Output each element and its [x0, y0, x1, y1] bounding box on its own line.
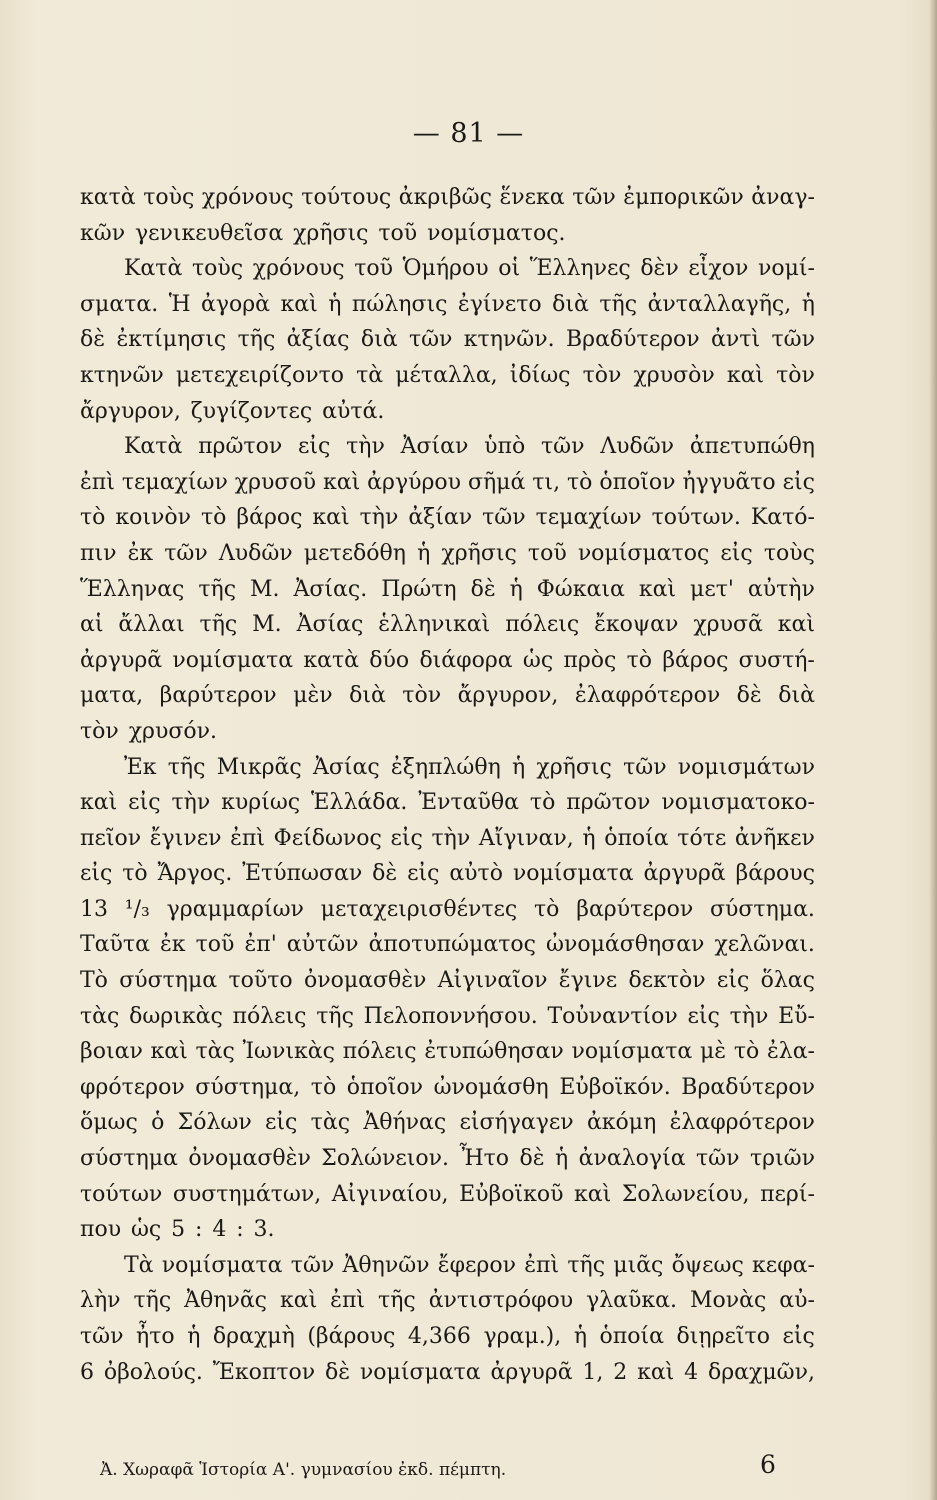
- text-line: 6 ὀβολούς. Ἔκοπτον δὲ νομίσματα ἀργυρᾶ 1, 2 καὶ 4 δραχμῶν,: [80, 1359, 815, 1385]
- text-line: φρότερον σύστημα, τὸ ὁποῖον ὠνομάσθη Εὐβοϊκόν. Βραδύτερον: [80, 1074, 815, 1100]
- text-line: Ταῦτα ἐκ τοῦ ἐπ' αὐτῶν ἀποτυπώματος ὠνομάσθησαν χελῶναι.: [80, 932, 815, 958]
- text-line: Ἕλληνας τῆς Μ. Ἀσίας. Πρώτη δὲ ἡ Φώκαια καὶ μετ' αὐτὴν: [80, 576, 815, 602]
- text-line: 13 ¹/₃ γραμμαρίων μεταχειρισθέντες τὸ βαρύτερον σύστημα.: [80, 896, 815, 922]
- text-line: λὴν τῆς Ἀθηνᾶς καὶ ἐπὶ τῆς ἀντιστρόφου γλαῦκα. Μονὰς αὐ-: [80, 1288, 815, 1314]
- text-line: ὅμως ὁ Σόλων εἰς τὰς Ἀθήνας εἰσήγαγεν ἀκόμη ἐλαφρότερον: [80, 1110, 815, 1136]
- page-number: — 81 —: [412, 118, 525, 149]
- text-line: που ὡς 5 : 4 : 3.: [80, 1217, 275, 1243]
- text-line: Τὰ νομίσματα τῶν Ἀθηνῶν ἔφερον ἐπὶ τῆς μιᾶς ὄψεως κεφα-: [124, 1252, 815, 1278]
- text-line: τούτων συστημάτων, Αἰγιναίου, Εὐβοϊκοῦ καὶ Σολωνείου, περί-: [80, 1181, 815, 1207]
- signature-mark: 6: [760, 1450, 776, 1479]
- text-line: βοιαν καὶ τὰς Ἰωνικὰς πόλεις ἐτυπώθησαν νομίσματα μὲ τὸ ἐλα-: [80, 1039, 815, 1065]
- text-line: πεῖον ἔγινεν ἐπὶ Φείδωνος εἰς τὴν Αἴγιναν, ἡ ὁποία τότε ἀνῆκεν: [80, 825, 815, 851]
- text-line: σματα. Ἡ ἀγορὰ καὶ ἡ πώλησις ἐγίνετο διὰ τῆς ἀνταλλαγῆς, ἡ: [80, 291, 815, 317]
- text-line: κτηνῶν μετεχειρίζοντο τὰ μέταλλα, ἰδίως τὸν χρυσὸν καὶ τὸν: [80, 362, 815, 388]
- text-line: δὲ ἐκτίμησις τῆς ἀξίας διὰ τῶν κτηνῶν. Βραδύτερον ἀντὶ τῶν: [80, 327, 815, 353]
- text-line: Κατὰ τοὺς χρόνους τοῦ Ὁμήρου οἱ Ἕλληνες δὲν εἶχον νομί-: [124, 256, 815, 282]
- text-line: Κατὰ πρῶτον εἰς τὴν Ἀσίαν ὑπὸ τῶν Λυδῶν ἀπετυπώθη: [124, 434, 815, 460]
- text-line: καὶ εἰς τὴν κυρίως Ἑλλάδα. Ἐνταῦθα τὸ πρῶτον νομισματοκο-: [80, 790, 815, 816]
- text-line: τῶν ἦτο ἡ δραχμὴ (βάρους 4,366 γραμ.), ἡ ὁποία διῃρεῖτο εἰς: [80, 1324, 815, 1349]
- text-line: σύστημα ὀνομασθὲν Σολώνειον. Ἦτο δὲ ἡ ἀναλογία τῶν τριῶν: [80, 1146, 815, 1172]
- text-line: κατὰ τοὺς χρόνους τούτους ἀκριβῶς ἕνεκα τῶν ἐμπορικῶν ἀναγ-: [80, 185, 815, 210]
- text-line: ἐπὶ τεμαχίων χρυσοῦ καὶ ἀργύρου σῆμά τι, τὸ ὁποῖον ἠγγυᾶτο εἰς: [80, 469, 815, 495]
- text-line: ματα, βαρύτερον μὲν διὰ τὸν ἄργυρον, ἐλαφρότερον δὲ διὰ: [80, 683, 815, 709]
- text-line: εἰς τὸ Ἄργος. Ἐτύπωσαν δὲ εἰς αὐτὸ νομίσματα ἀργυρᾶ βάρους: [80, 861, 815, 887]
- text-line: αἱ ἄλλαι τῆς Μ. Ἀσίας ἑλληνικαὶ πόλεις ἔκοψαν χρυσᾶ καὶ: [80, 612, 815, 638]
- text-line: τὸ κοινὸν τὸ βάρος καὶ τὴν ἀξίαν τῶν τεμαχίων τούτων. Κατό-: [80, 505, 815, 531]
- text-line: τὸν χρυσόν.: [80, 718, 217, 744]
- text-line: πιν ἐκ τῶν Λυδῶν μετεδόθη ἡ χρῆσις τοῦ νομίσματος εἰς τοὺς: [80, 540, 815, 566]
- text-line: ἄργυρον, ζυγίζοντες αὐτά.: [80, 398, 385, 424]
- text-line: ἀργυρᾶ νομίσματα κατὰ δύο διάφορα ὡς πρὸς τὸ βάρος συστή-: [80, 647, 815, 673]
- footer-note: Ἀ. Χωραφᾶ Ἱστορία Α'. γυμνασίου ἐκδ. πέμπτη.: [100, 1460, 507, 1480]
- text-line: Ἐκ τῆς Μικρᾶς Ἀσίας ἐξηπλώθη ἡ χρῆσις τῶν νομισμάτων: [124, 754, 815, 780]
- page-edge-shadow: [929, 0, 937, 1500]
- text-line: τὰς δωρικὰς πόλεις τῆς Πελοποννήσου. Τοὐναντίον εἰς τὴν Εὔ-: [80, 1003, 815, 1029]
- text-line: κῶν γενικευθεῖσα χρῆσις τοῦ νομίσματος.: [80, 220, 566, 246]
- body-text: [80, 180, 815, 1390]
- text-line: Τὸ σύστημα τοῦτο ὀνομασθὲν Αἰγιναῖον ἔγινε δεκτὸν εἰς ὅλας: [80, 968, 815, 994]
